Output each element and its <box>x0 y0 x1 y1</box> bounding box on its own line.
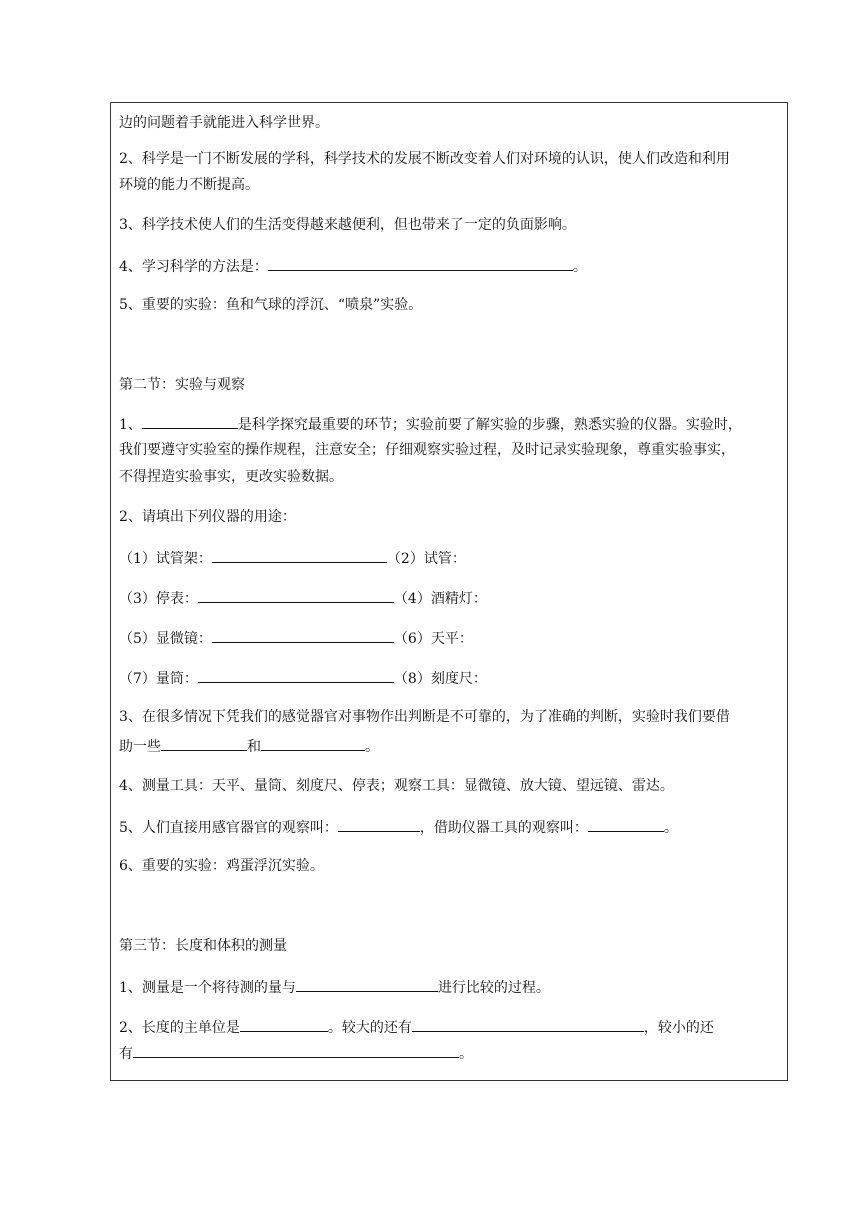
s2-item-row-2 <box>119 587 487 607</box>
s2-p3-line2 <box>119 735 379 755</box>
section3-title <box>119 936 287 956</box>
text: （2）试管： <box>386 551 466 567</box>
text: 2、长度的主单位是 <box>119 1020 240 1036</box>
answer-blank[interactable] <box>133 1042 459 1058</box>
text: 1、 <box>119 417 142 433</box>
answer-blank[interactable] <box>198 587 394 603</box>
answer-blank[interactable] <box>296 976 438 992</box>
text: （8）刻度尺： <box>393 671 487 687</box>
text: 5、人们直接用感官器官的观察叫： <box>119 820 338 836</box>
text: 助一些 <box>119 739 161 755</box>
answer-blank[interactable] <box>412 1016 644 1032</box>
s2-p6 <box>119 856 324 876</box>
answer-blank[interactable] <box>142 413 238 429</box>
answer-blank[interactable] <box>338 816 420 832</box>
answer-blank[interactable] <box>161 735 247 751</box>
intro-p2-line2 <box>119 175 259 195</box>
intro-p2-line1 <box>119 149 730 169</box>
document-frame <box>110 102 788 1081</box>
answer-blank[interactable] <box>212 627 394 643</box>
s3-p2-line2 <box>119 1042 473 1062</box>
text: 环境的能力不断提高。 <box>119 177 259 193</box>
text: 。 <box>663 820 678 836</box>
text: （5）显微镜： <box>119 631 212 647</box>
intro-line-0 <box>119 113 329 133</box>
text: 5、重要的实验：鱼和气球的浮沉、“喷泉”实验。 <box>119 297 423 313</box>
text: 有 <box>119 1046 133 1062</box>
s2-p4 <box>119 776 674 796</box>
text: 3、在很多情况下凭我们的感觉器官对事物作出判断是不可靠的，为了准确的判断，实验时我们要借 <box>119 709 730 725</box>
text: 进行比较的过程。 <box>437 980 550 996</box>
section-title: 第三节：长度和体积的测量 <box>119 938 287 954</box>
text: 。 <box>572 259 587 275</box>
s3-p1 <box>119 976 550 996</box>
intro-p5 <box>119 295 422 315</box>
text: ，较小的还 <box>643 1020 714 1036</box>
text: 不得捏造实验事实，更改实验数据。 <box>119 469 343 485</box>
text: 4、学习科学的方法是： <box>119 259 268 275</box>
s2-p1-line3 <box>119 467 343 487</box>
text: 2、科学是一门不断发展的学科，科学技术的发展不断改变着人们对环境的认识，使人们改造和利用 <box>119 151 730 167</box>
s2-p1-line2 <box>119 440 735 460</box>
section-title: 第二节：实验与观察 <box>119 377 245 393</box>
s2-item-row-3 <box>119 627 473 647</box>
s3-p2-line1 <box>119 1016 714 1036</box>
answer-blank[interactable] <box>198 667 394 683</box>
text: 是科学探究最重要的环节；实验前要了解实验的步骤，熟悉实验的仪器。实验时， <box>237 417 742 433</box>
s2-p2 <box>119 507 296 527</box>
text: 和 <box>247 739 261 755</box>
s2-item-row-1 <box>119 547 466 567</box>
answer-blank[interactable] <box>588 816 664 832</box>
section2-title <box>119 375 245 395</box>
answer-blank[interactable] <box>261 735 365 751</box>
text: （4）酒精灯： <box>393 591 487 607</box>
text: （6）天平： <box>393 631 473 647</box>
text: 3、科学技术使人们的生活变得越来越便利，但也带来了一定的负面影响。 <box>119 217 576 233</box>
answer-blank[interactable] <box>268 255 573 271</box>
s2-p5 <box>119 816 678 836</box>
answer-blank[interactable] <box>212 547 387 563</box>
text: 我们要遵守实验室的操作规程，注意安全；仔细观察实验过程，及时记录实验现象，尊重实验事实， <box>119 442 735 458</box>
text: 。 <box>365 739 379 755</box>
text: （1）试管架： <box>119 551 212 567</box>
intro-p4 <box>119 255 587 275</box>
s2-p3-line1 <box>119 707 730 727</box>
text: 4、测量工具：天平、量筒、刻度尺、停表；观察工具：显微镜、放大镜、望远镜、雷达。 <box>119 778 674 794</box>
text: ，借助仪器工具的观察叫： <box>419 820 588 836</box>
text: 2、请填出下列仪器的用途： <box>119 509 296 525</box>
s2-p1-line1 <box>119 413 742 433</box>
intro-p3 <box>119 215 576 235</box>
answer-blank[interactable] <box>240 1016 328 1032</box>
text: 1、测量是一个将待测的量与 <box>119 980 296 996</box>
text: 6、重要的实验：鸡蛋浮沉实验。 <box>119 858 324 874</box>
text: （7）量筒： <box>119 671 198 687</box>
text: 边的问题着手就能进入科学世界。 <box>119 115 329 131</box>
text: （3）停表： <box>119 591 198 607</box>
text: 。较大的还有 <box>327 1020 412 1036</box>
text: 。 <box>459 1046 473 1062</box>
s2-item-row-4 <box>119 667 487 687</box>
